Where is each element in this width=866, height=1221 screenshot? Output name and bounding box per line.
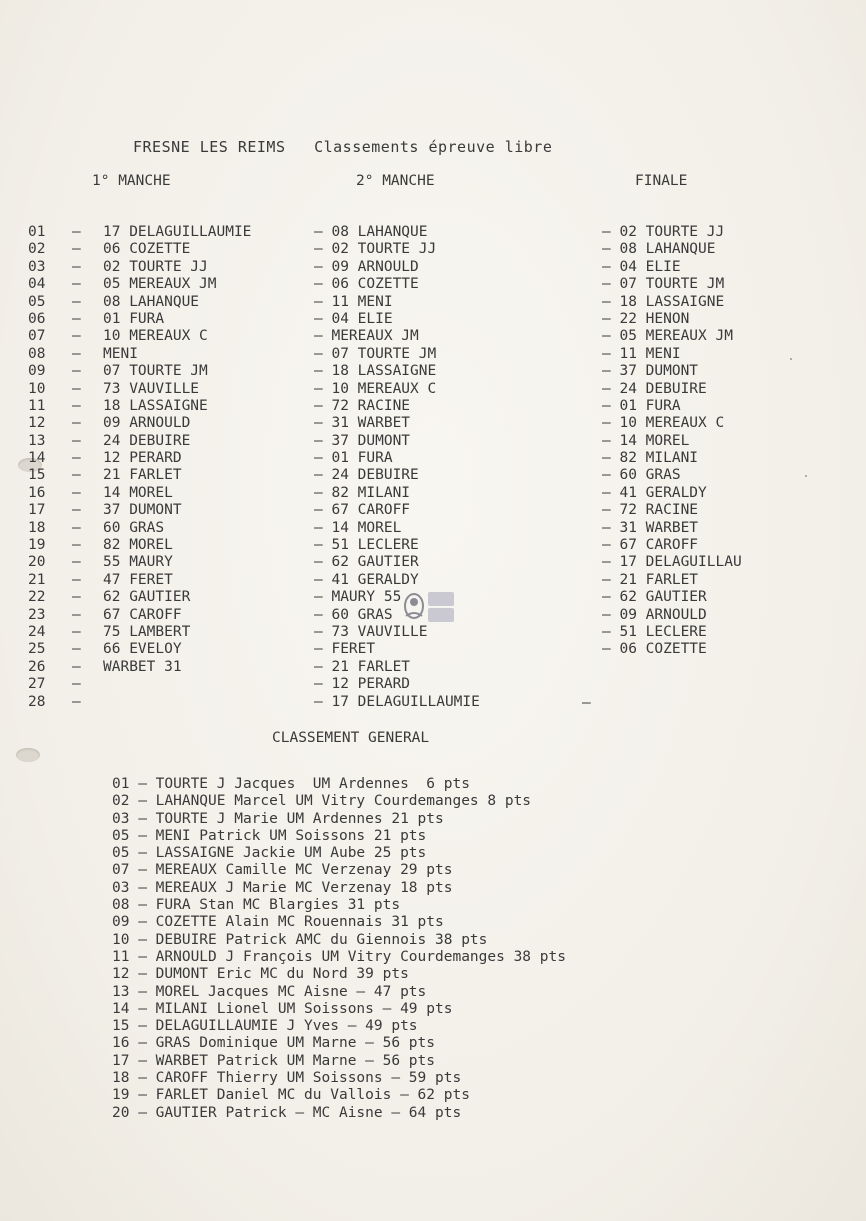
general-ranking-title: CLASSEMENT GENERAL xyxy=(272,730,430,746)
punch-hole xyxy=(16,748,40,762)
result-entry: – 14 MOREL xyxy=(314,519,402,536)
result-entry: – 62 GAUTIER xyxy=(314,554,419,571)
result-entry: 09 ARNOULD xyxy=(103,415,191,432)
rank-number: 14 xyxy=(28,450,46,467)
result-entry: – 18 LASSAIGNE xyxy=(602,293,725,310)
dash: – xyxy=(72,328,81,345)
dash: – xyxy=(72,224,81,240)
rank-number: 23 xyxy=(28,606,46,623)
dash-column xyxy=(72,224,81,711)
dash: – xyxy=(72,450,81,467)
result-entry: – 17 DELAGUILLAUMIE xyxy=(314,693,480,710)
result-entry: – 06 COZETTE xyxy=(314,276,419,293)
dash: – xyxy=(72,623,81,640)
general-ranking-entry: 17 – WARBET Patrick UM Marne – 56 pts xyxy=(112,1052,436,1069)
general-ranking-entry: 09 – COZETTE Alain MC Rouennais 31 pts xyxy=(112,914,444,931)
general-ranking-entry: 08 – FURA Stan MC Blargies 31 pts xyxy=(112,897,401,914)
rank-number: 13 xyxy=(28,432,46,449)
lgjp-watermark-logo xyxy=(398,586,460,630)
result-entry: – 41 GERALDY xyxy=(602,484,707,501)
result-entry: 60 GRAS xyxy=(103,519,165,536)
result-entry: 82 MOREL xyxy=(103,537,173,554)
dash: – xyxy=(72,519,81,536)
dash: – xyxy=(72,693,81,710)
general-ranking-entry: 03 – TOURTE J Marie UM Ardennes 21 pts xyxy=(112,810,444,827)
dash: – xyxy=(72,676,81,693)
result-entry: – 04 ELIE xyxy=(602,258,681,275)
rank-number: 07 xyxy=(28,328,46,345)
result-entry: – 51 LECLERE xyxy=(314,537,419,554)
general-ranking-entry: 11 – ARNOULD J François UM Vitry Courdemanges 38 pts xyxy=(112,948,566,965)
rank-number: 09 xyxy=(28,363,46,380)
result-entry: – 41 GERALDY xyxy=(314,571,419,588)
dash: – xyxy=(72,502,81,519)
speck xyxy=(805,475,807,477)
general-ranking-entry: 03 – MEREAUX J Marie MC Verzenay 18 pts xyxy=(112,879,453,896)
result-entry: – 11 MENI xyxy=(314,293,393,310)
dash: – xyxy=(72,571,81,588)
result-entry: – 07 TOURTE JM xyxy=(602,276,725,293)
dash: – xyxy=(72,345,81,362)
result-entry: – 10 MEREAUX C xyxy=(314,380,437,397)
rank-number: 16 xyxy=(28,484,46,501)
dash: – xyxy=(72,606,81,623)
column-heading-manche-1: 1° MANCHE xyxy=(92,173,171,189)
general-ranking-entry: 07 – MEREAUX Camille MC Verzenay 29 pts xyxy=(112,862,453,879)
finale-results xyxy=(602,224,742,659)
rank-number: 19 xyxy=(28,537,46,554)
rank-number: 05 xyxy=(28,293,46,310)
result-entry: 62 GAUTIER xyxy=(103,589,191,606)
result-entry: 75 LAMBERT xyxy=(103,623,191,640)
result-entry: – 06 COZETTE xyxy=(602,641,707,658)
rank-number: 03 xyxy=(28,258,46,275)
rank-number: 27 xyxy=(28,676,46,693)
general-ranking-entry: 05 – LASSAIGNE Jackie UM Aube 25 pts xyxy=(112,845,427,862)
general-ranking-entry: 15 – DELAGUILLAUMIE J Yves – 49 pts xyxy=(112,1018,418,1035)
result-entry: – MEREAUX JM xyxy=(314,328,419,345)
rank-number: 11 xyxy=(28,397,46,414)
result-entry: 06 COZETTE xyxy=(103,241,191,258)
result-entry: – 62 GAUTIER xyxy=(602,589,707,606)
result-entry: 01 FURA xyxy=(103,310,165,327)
result-entry: 02 TOURTE JJ xyxy=(103,258,208,275)
result-entry: – 01 FURA xyxy=(602,397,681,414)
result-entry: – 02 TOURTE JJ xyxy=(314,241,437,258)
rank-number: 21 xyxy=(28,571,46,588)
general-ranking-entry: 12 – DUMONT Eric MC du Nord 39 pts xyxy=(112,966,409,983)
dash: – xyxy=(72,380,81,397)
result-entry xyxy=(103,694,251,711)
result-entry: – 67 CAROFF xyxy=(314,502,411,519)
dash: – xyxy=(72,310,81,327)
manche-1-results xyxy=(103,224,251,711)
general-ranking-entry: 18 – CAROFF Thierry UM Soissons – 59 pts xyxy=(112,1070,462,1087)
result-entry: – 11 MENI xyxy=(602,345,681,362)
rank-number: 28 xyxy=(28,693,46,710)
dash: – xyxy=(72,432,81,449)
result-entry: – 12 PERARD xyxy=(314,676,411,693)
dash: – xyxy=(72,363,81,380)
general-ranking-list xyxy=(112,776,566,1122)
general-ranking-entry: 20 – GAUTIER Patrick – MC Aisne – 64 pts xyxy=(112,1104,462,1121)
dash: – xyxy=(72,415,81,432)
rank-number: 20 xyxy=(28,554,46,571)
dash: – xyxy=(72,467,81,484)
manche-2-results xyxy=(314,224,480,711)
result-entry: – 08 LAHANQUE xyxy=(602,241,716,258)
result-entry: 67 CAROFF xyxy=(103,606,182,623)
result-entry: – 14 MOREL xyxy=(602,432,690,449)
document-title: FRESNE LES REIMS Classements épreuve libre xyxy=(133,138,553,156)
speck xyxy=(790,358,792,360)
dash: – xyxy=(72,537,81,554)
dash: – xyxy=(72,554,81,571)
result-entry: 14 MOREL xyxy=(103,484,173,501)
result-entry: 08 LAHANQUE xyxy=(103,293,200,310)
result-entry: – 09 ARNOULD xyxy=(314,258,419,275)
result-entry: – 24 DEBUIRE xyxy=(314,467,419,484)
result-entry: – MAURY 55 xyxy=(314,589,402,606)
rank-number: 24 xyxy=(28,623,46,640)
result-entry: MENI xyxy=(103,345,138,362)
general-ranking-entry: 13 – MOREL Jacques MC Aisne – 47 pts xyxy=(112,983,427,1000)
result-entry: – 82 MILANI xyxy=(602,450,699,467)
result-entry: – 73 VAUVILLE xyxy=(314,623,428,640)
result-entry: – 08 LAHANQUE xyxy=(314,224,428,240)
result-entry: – 37 DUMONT xyxy=(314,432,411,449)
dash: – xyxy=(72,484,81,501)
rank-column xyxy=(28,224,58,711)
result-entry: – 82 MILANI xyxy=(314,484,411,501)
dash: – xyxy=(72,241,81,258)
result-entry: WARBET 31 xyxy=(103,658,182,675)
result-entry: – 37 DUMONT xyxy=(602,363,699,380)
result-entry: – 60 GRAS xyxy=(602,467,681,484)
result-entry: 66 EVELOY xyxy=(103,641,182,658)
result-entry: 07 TOURTE JM xyxy=(103,363,208,380)
rank-number: 12 xyxy=(28,415,46,432)
general-ranking-entry: 01 – TOURTE J Jacques UM Ardennes 6 pts xyxy=(112,776,470,792)
result-entry: – 04 ELIE xyxy=(314,310,393,327)
result-entry: – 17 DELAGUILLAU xyxy=(602,554,742,571)
rank-number: 01 xyxy=(28,224,46,240)
result-entry: 12 PERARD xyxy=(103,450,182,467)
result-entry: 05 MEREAUX JM xyxy=(103,276,217,293)
dash: – xyxy=(72,276,81,293)
result-entry: – FERET xyxy=(314,641,376,658)
rank-number: 18 xyxy=(28,519,46,536)
rank-number: 02 xyxy=(28,241,46,258)
result-entry: – 09 ARNOULD xyxy=(602,606,707,623)
result-entry: 21 FARLET xyxy=(103,467,182,484)
stray-dash: – xyxy=(582,695,591,711)
rank-number: 15 xyxy=(28,467,46,484)
result-entry: – 67 CAROFF xyxy=(602,537,699,554)
general-ranking-entry: 19 – FARLET Daniel MC du Vallois – 62 pts xyxy=(112,1087,470,1104)
result-entry: 73 VAUVILLE xyxy=(103,380,200,397)
result-entry: – 02 TOURTE JJ xyxy=(602,224,725,240)
dash: – xyxy=(72,641,81,658)
rank-number: 25 xyxy=(28,641,46,658)
result-entry: 10 MEREAUX C xyxy=(103,328,208,345)
general-ranking-entry: 05 – MENI Patrick UM Soissons 21 pts xyxy=(112,827,427,844)
result-entry: 55 MAURY xyxy=(103,554,173,571)
result-entry: 24 DEBUIRE xyxy=(103,432,191,449)
result-entry: 18 LASSAIGNE xyxy=(103,397,208,414)
result-entry: – 60 GRAS xyxy=(314,606,393,623)
general-ranking-entry: 16 – GRAS Dominique UM Marne – 56 pts xyxy=(112,1035,436,1052)
rank-number: 08 xyxy=(28,345,46,362)
general-ranking-entry: 10 – DEBUIRE Patrick AMC du Giennois 38 pts xyxy=(112,931,488,948)
result-entry: 47 FERET xyxy=(103,571,173,588)
result-entry: 37 DUMONT xyxy=(103,502,182,519)
general-ranking-entry: 14 – MILANI Lionel UM Soissons – 49 pts xyxy=(112,1000,453,1017)
rank-number: 04 xyxy=(28,276,46,293)
dash: – xyxy=(72,258,81,275)
result-entry xyxy=(103,676,251,693)
column-heading-manche-2: 2° MANCHE xyxy=(356,173,435,189)
dash: – xyxy=(72,397,81,414)
result-entry: – 24 DEBUIRE xyxy=(602,380,707,397)
rank-number: 26 xyxy=(28,658,46,675)
result-entry: 17 DELAGUILLAUMIE xyxy=(103,224,252,240)
result-entry: – 51 LECLERE xyxy=(602,623,707,640)
result-entry: – 72 RACINE xyxy=(314,397,411,414)
rank-number: 17 xyxy=(28,502,46,519)
result-entry: – 22 HENON xyxy=(602,310,690,327)
column-heading-finale: FINALE xyxy=(635,173,688,189)
rank-number: 10 xyxy=(28,380,46,397)
dash: – xyxy=(72,658,81,675)
result-entry: – 31 WARBET xyxy=(602,519,699,536)
dash: – xyxy=(72,589,81,606)
general-ranking-entry: 02 – LAHANQUE Marcel UM Vitry Courdemanges 8 pts xyxy=(112,793,532,810)
result-entry: – 21 FARLET xyxy=(602,571,699,588)
result-entry: – 31 WARBET xyxy=(314,415,411,432)
result-entry: – 21 FARLET xyxy=(314,658,411,675)
result-entry: – 01 FURA xyxy=(314,450,393,467)
dash: – xyxy=(72,293,81,310)
result-entry: – 05 MEREAUX JM xyxy=(602,328,733,345)
result-entry: – 72 RACINE xyxy=(602,502,699,519)
result-entry: – 10 MEREAUX C xyxy=(602,415,725,432)
result-entry: – 18 LASSAIGNE xyxy=(314,363,437,380)
result-entry: – 07 TOURTE JM xyxy=(314,345,437,362)
rank-number: 06 xyxy=(28,310,46,327)
rank-number: 22 xyxy=(28,589,46,606)
